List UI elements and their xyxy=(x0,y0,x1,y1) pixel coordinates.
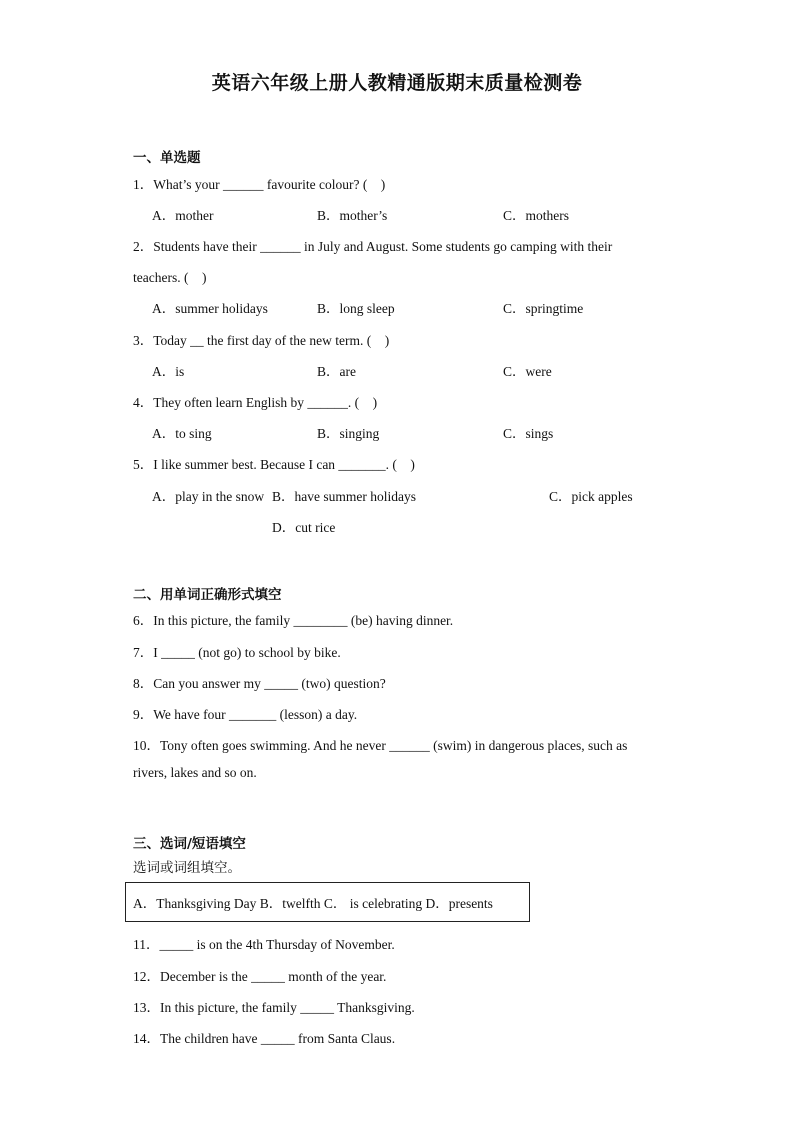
question-8: 8．Can you answer my _____ (two) question? xyxy=(133,676,386,691)
q5-option-d: D．cut rice xyxy=(272,520,336,535)
q5-option-b: B．have summer holidays xyxy=(272,489,416,504)
question-14: 14．The children have _____ from Santa Claus. xyxy=(133,1031,396,1046)
q2-option-b: B．long sleep xyxy=(317,301,395,316)
q4-option-c: C．sings xyxy=(503,426,554,441)
section-heading-word-form: 二、用单词正确形式填空 xyxy=(133,587,282,603)
question-11: 11．_____ is on the 4th Thursday of November. xyxy=(133,937,395,952)
exam-title: 英语六年级上册人教精通版期末质量检测卷 xyxy=(211,72,583,94)
question-2: 2．Students have their ______ in July and August. Some students go camping with their xyxy=(133,239,613,254)
question-4: 4．They often learn English by ______. ( ) xyxy=(133,395,378,410)
q3-option-b: B．are xyxy=(317,364,356,379)
q3-option-a: A．is xyxy=(152,364,185,379)
word-bank-box: A．Thanksgiving Day B．twelfth C． is celebrating D．presents xyxy=(125,882,530,922)
q4-option-b: B．singing xyxy=(317,426,380,441)
q1-option-a: A．mother xyxy=(152,208,214,223)
q5-option-c: C．pick apples xyxy=(549,489,633,504)
q2-option-c: C．springtime xyxy=(503,301,584,316)
question-10: 10．Tony often goes swimming. And he never ______ (swim) in dangerous places, such as xyxy=(133,738,628,753)
section-instruction: 选词或词组填空。 xyxy=(133,860,241,876)
question-13: 13．In this picture, the family _____ Thanksgiving. xyxy=(133,1000,415,1015)
question-5: 5．I like summer best. Because I can _______. ( ) xyxy=(133,457,415,472)
question-6: 6．In this picture, the family ________ (be) having dinner. xyxy=(133,613,454,628)
q3-option-c: C．were xyxy=(503,364,552,379)
section-heading-word-fill: 三、选词/短语填空 xyxy=(133,836,246,852)
question-12: 12．December is the _____ month of the year. xyxy=(133,969,387,984)
q2-option-a: A．summer holidays xyxy=(152,301,268,316)
section-heading-single-choice: 一、单选题 xyxy=(133,150,201,166)
question-2-continued: teachers. ( ) xyxy=(133,270,207,285)
q5-option-a: A．play in the snow xyxy=(152,489,265,504)
q4-option-a: A．to sing xyxy=(152,426,212,441)
question-10-continued: rivers, lakes and so on. xyxy=(133,765,257,780)
q1-option-c: C．mothers xyxy=(503,208,569,223)
question-1: 1．What’s your ______ favourite colour? ( ) xyxy=(133,177,386,192)
q1-option-b: B．mother’s xyxy=(317,208,388,223)
question-3: 3．Today __ the first day of the new term. ( ) xyxy=(133,333,390,348)
question-7: 7．I _____ (not go) to school by bike. xyxy=(133,645,341,660)
question-9: 9．We have four _______ (lesson) a day. xyxy=(133,707,358,722)
